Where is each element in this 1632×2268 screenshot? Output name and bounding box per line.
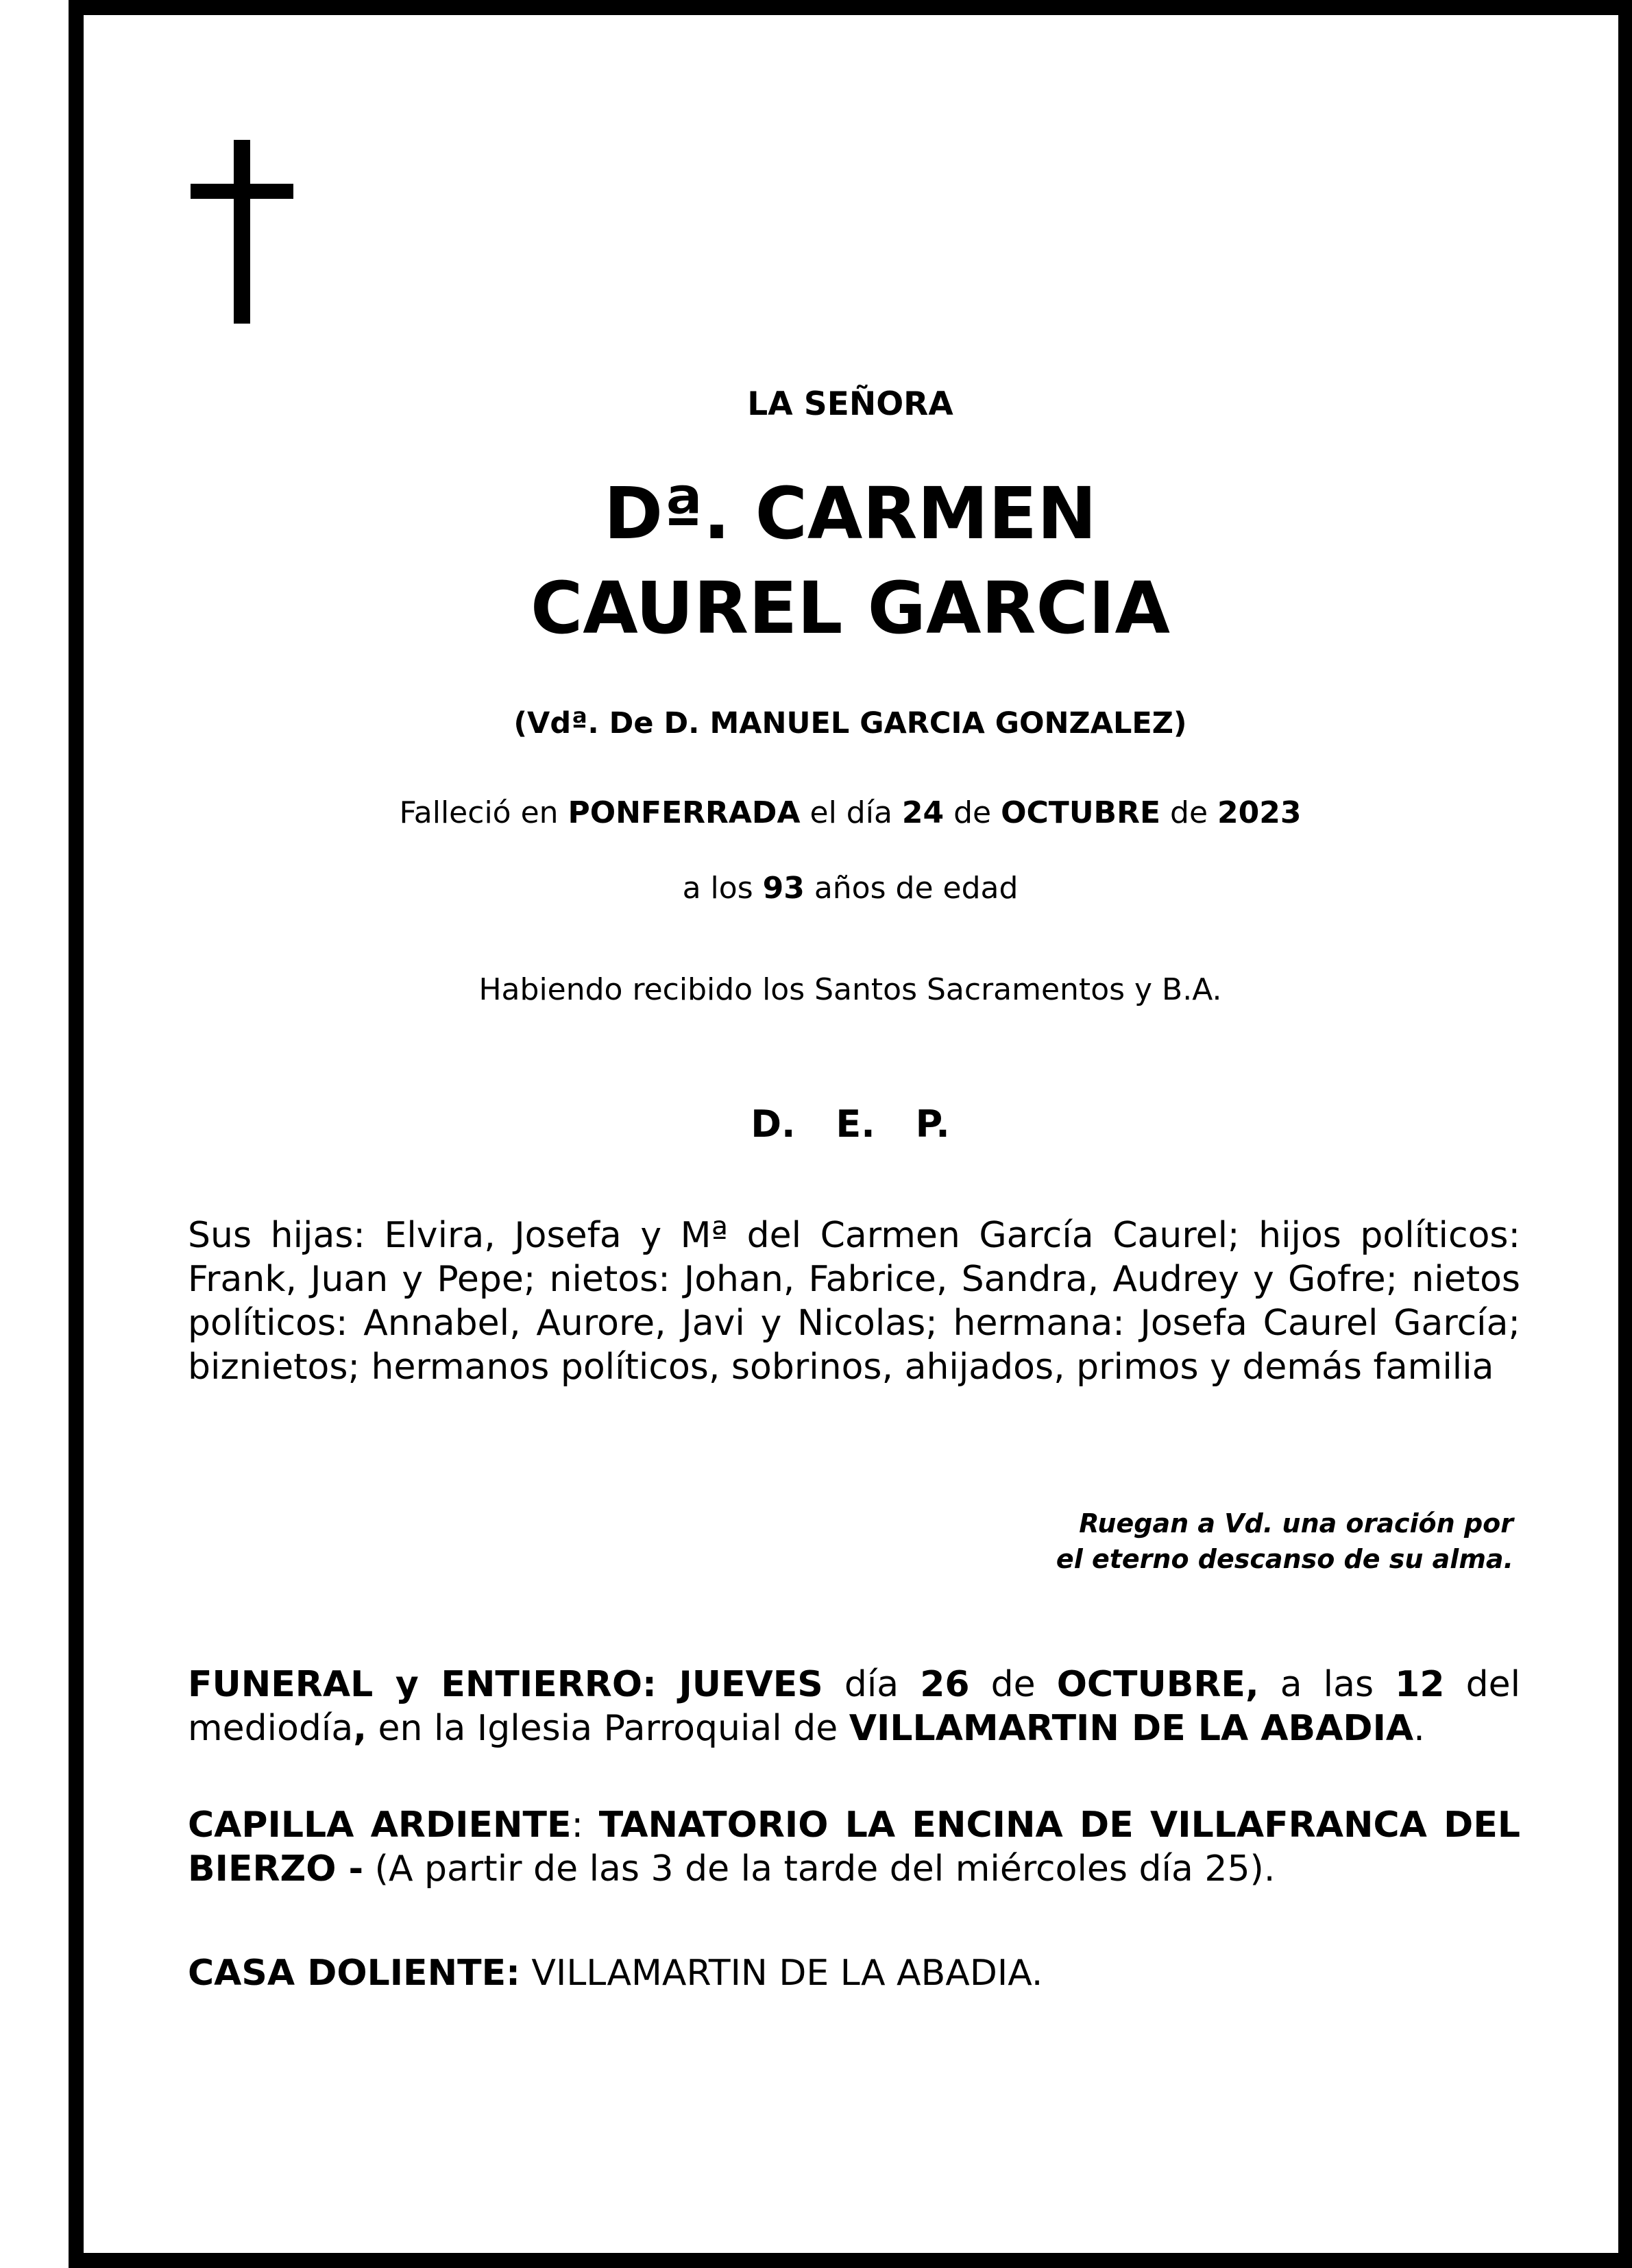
chapel-info: CAPILLA ARDIENTE: TANATORIO LA ENCINA DE VILLAFRANCA DEL BIERZO - (A partir de las 3 de la tarde del miércoles día 25). (188, 1805, 1520, 1890)
deceased-name-line1: Dª. CARMEN (603, 472, 1097, 555)
mourning-house-info: CASA DOLIENTE: VILLAMARTIN DE LA ABADIA. (188, 1953, 1043, 1994)
death-place: PONFERRADA (568, 795, 801, 830)
death-month: OCTUBRE (1001, 795, 1161, 830)
deceased-name-line2: CAUREL GARCIA (530, 566, 1171, 650)
dep-abbreviation: D. E. P. (751, 1102, 950, 1146)
death-year: 2023 (1217, 795, 1302, 830)
family-list: Sus hijas: Elvira, Josefa y Mª del Carmen García Caurel; hijos políticos: Frank, Juan y Pepe; nietos: Johan, Fabrice, Sandra, Audrey y Gofre; nietos políticos: Annabel, Aurore, Javi y Nicolas; hermana: Josefa Caurel García; biznietos; hermanos políticos, sobrinos, ahijados, primos y demás familia (188, 1215, 1520, 1388)
age-years: 93 (762, 871, 805, 906)
sacraments-line: Habiendo recibido los Santos Sacramentos y B.A. (478, 972, 1222, 1007)
funeral-info: FUNERAL y ENTIERRO: JUEVES día 26 de OCTUBRE, a las 12 del mediodía, en la Iglesia Parroquial de VILLAMARTIN DE LA ABADIA. (188, 1664, 1521, 1749)
title-prefix: LA SEÑORA (747, 385, 953, 423)
widow-of: (Vdª. De D. MANUEL GARCIA GONZALEZ) (513, 706, 1187, 740)
cross-icon (191, 140, 293, 324)
prayer-request: Ruegan a Vd. una oración por el eterno descanso de su alma. (1056, 1508, 1513, 1574)
death-notice: Falleció en PONFERRADA el día 24 de OCTUBRE de 2023 (399, 795, 1302, 830)
death-day: 24 (901, 795, 945, 830)
age-line: a los 93 años de edad (682, 871, 1019, 906)
